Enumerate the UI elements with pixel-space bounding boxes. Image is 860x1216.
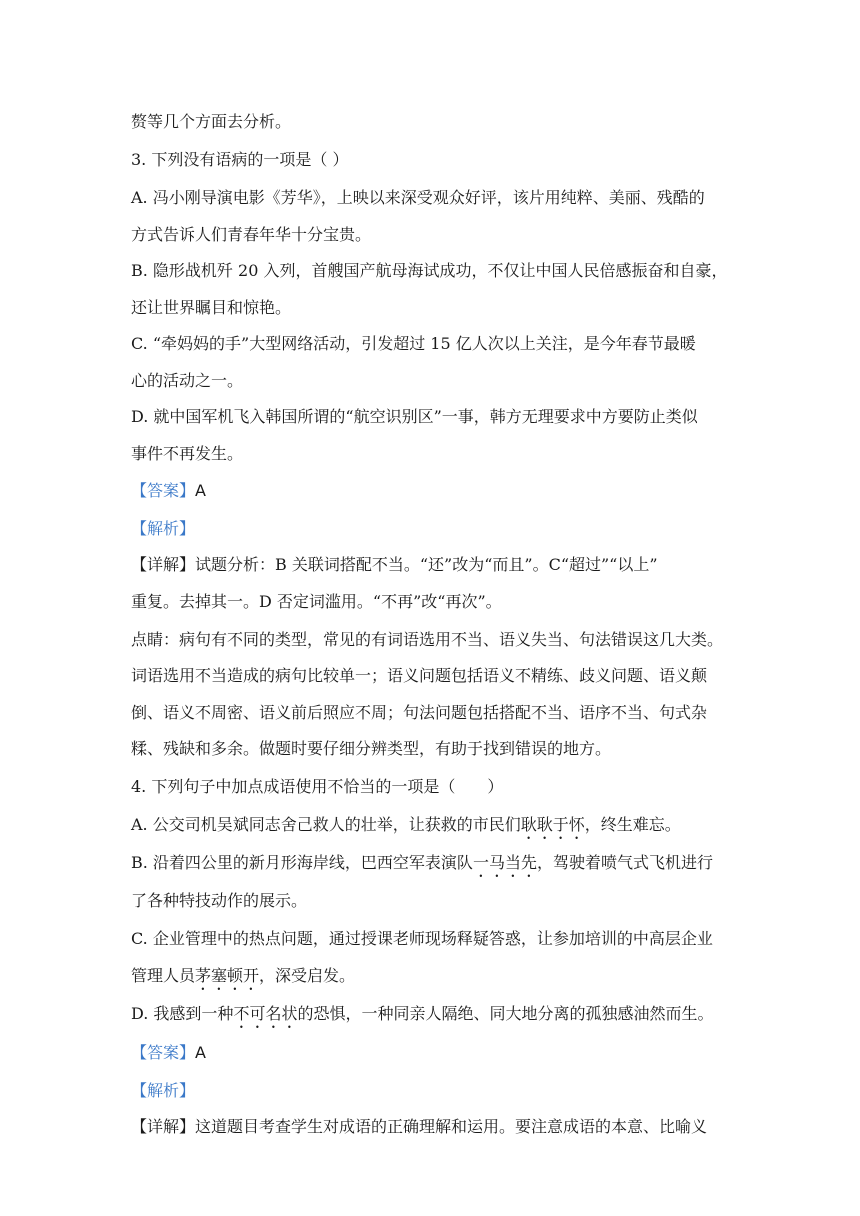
q4-option-a bbox=[131, 813, 681, 843]
q3-detail-cont: 重复。去掉其一。D 否定词滥用。“不再”改“再次”。 bbox=[131, 592, 502, 611]
q3-option-d-cont: 事件不再发生。 bbox=[131, 444, 244, 463]
detail-tag: 【详解】 bbox=[131, 555, 196, 574]
option-text: A. 公交司机吴斌同志舍己救人的壮举，让获救的市民们 bbox=[131, 815, 521, 834]
q3-option-b-cont: 还让世界瞩目和惊艳。 bbox=[131, 298, 292, 317]
detail-text: 这道题目考查学生对成语的正确理解和运用。要注意成语的本意、比喻义 bbox=[195, 1117, 708, 1136]
q3-option-a-cont: 方式告诉人们青春年华十分宝贵。 bbox=[131, 225, 372, 244]
option-text: ，驾驶着喷气式飞机进行 bbox=[536, 853, 713, 872]
option-text: ，深受启发。 bbox=[259, 966, 356, 985]
detail-tag: 【详解】 bbox=[131, 1117, 196, 1136]
question-4-stem: 4. 下列句子中加点成语使用不恰当的一项是（ ） bbox=[131, 777, 504, 796]
q4-detail bbox=[131, 1115, 707, 1139]
q4-option-c: C. 企业管理中的热点问题，通过授课老师现场释疑答惑，让参加培训的中高层企业 bbox=[131, 929, 713, 948]
answer-value: A bbox=[195, 481, 206, 500]
detail-text: 试题分析：B 关联词搭配不当。“还”改为“而且”。C“超过”“以上” bbox=[195, 555, 658, 574]
q3-option-c: C. “牵妈妈的手”大型网络活动，引发超过 15 亿人次以上关注，是今年春节最暖 bbox=[131, 334, 696, 353]
q3-answer bbox=[131, 479, 206, 503]
q4-option-b bbox=[131, 851, 713, 881]
q4-analysis-tag: 【解析】 bbox=[131, 1081, 196, 1100]
option-text: 管理人员 bbox=[131, 966, 196, 985]
q4-option-c-cont bbox=[131, 964, 355, 994]
q4-answer bbox=[131, 1041, 206, 1065]
dotted-idiom: 耿耿于怀 bbox=[520, 815, 585, 834]
q3-option-b: B. 隐形战机歼 20 入列，首艘国产航母海试成功，不仅让中国人民倍感振奋和自豪， bbox=[131, 261, 728, 280]
option-text: D. 我感到一种 bbox=[131, 1004, 234, 1023]
answer-tag: 【答案】 bbox=[131, 481, 196, 500]
option-text: ，终生难忘。 bbox=[584, 815, 681, 834]
q3-detail bbox=[131, 553, 658, 577]
dotted-idiom: 一马当先 bbox=[472, 853, 537, 872]
dotted-idiom: 茅塞顿开 bbox=[195, 966, 260, 985]
q4-option-d bbox=[131, 1002, 713, 1032]
q4-option-b-cont: 了各种特技动作的展示。 bbox=[131, 891, 308, 910]
answer-value: A bbox=[195, 1043, 206, 1062]
q3-note-cont-2: 倒、语义不周密、语义前后照应不周；句法问题包括搭配不当、语序不当、句式杂 bbox=[131, 703, 708, 722]
q3-note-cont-3: 糅、残缺和多余。做题时要仔细分辨类型，有助于找到错误的地方。 bbox=[131, 739, 612, 758]
dotted-idiom: 不可名状 bbox=[233, 1004, 298, 1023]
text-line: 赘等几个方面去分析。 bbox=[131, 112, 292, 131]
answer-tag: 【答案】 bbox=[131, 1043, 196, 1062]
option-text: 的恐惧，一种同亲人隔绝、同大地分离的孤独感油然而生。 bbox=[297, 1004, 714, 1023]
q3-option-a: A. 冯小刚导演电影《芳华》，上映以来深受观众好评，该片用纯粹、美丽、残酷的 bbox=[131, 188, 705, 207]
q3-note: 点睛：病句有不同的类型，常见的有词语选用不当、语义失当、句法错误这几大类。 bbox=[131, 630, 724, 649]
q3-option-d: D. 就中国军机飞入韩国所谓的“航空识别区”一事，韩方无理要求中方要防止类似 bbox=[131, 407, 698, 426]
q3-analysis-tag: 【解析】 bbox=[131, 519, 196, 538]
q3-note-cont-1: 词语选用不当造成的病句比较单一；语义问题包括语义不精练、歧义问题、语义颠 bbox=[131, 666, 708, 685]
option-text: B. 沿着四公里的新月形海岸线，巴西空军表演队 bbox=[131, 853, 473, 872]
q3-option-c-cont: 心的活动之一。 bbox=[131, 371, 244, 390]
question-3-stem: 3. 下列没有语病的一项是（ ） bbox=[131, 150, 349, 169]
